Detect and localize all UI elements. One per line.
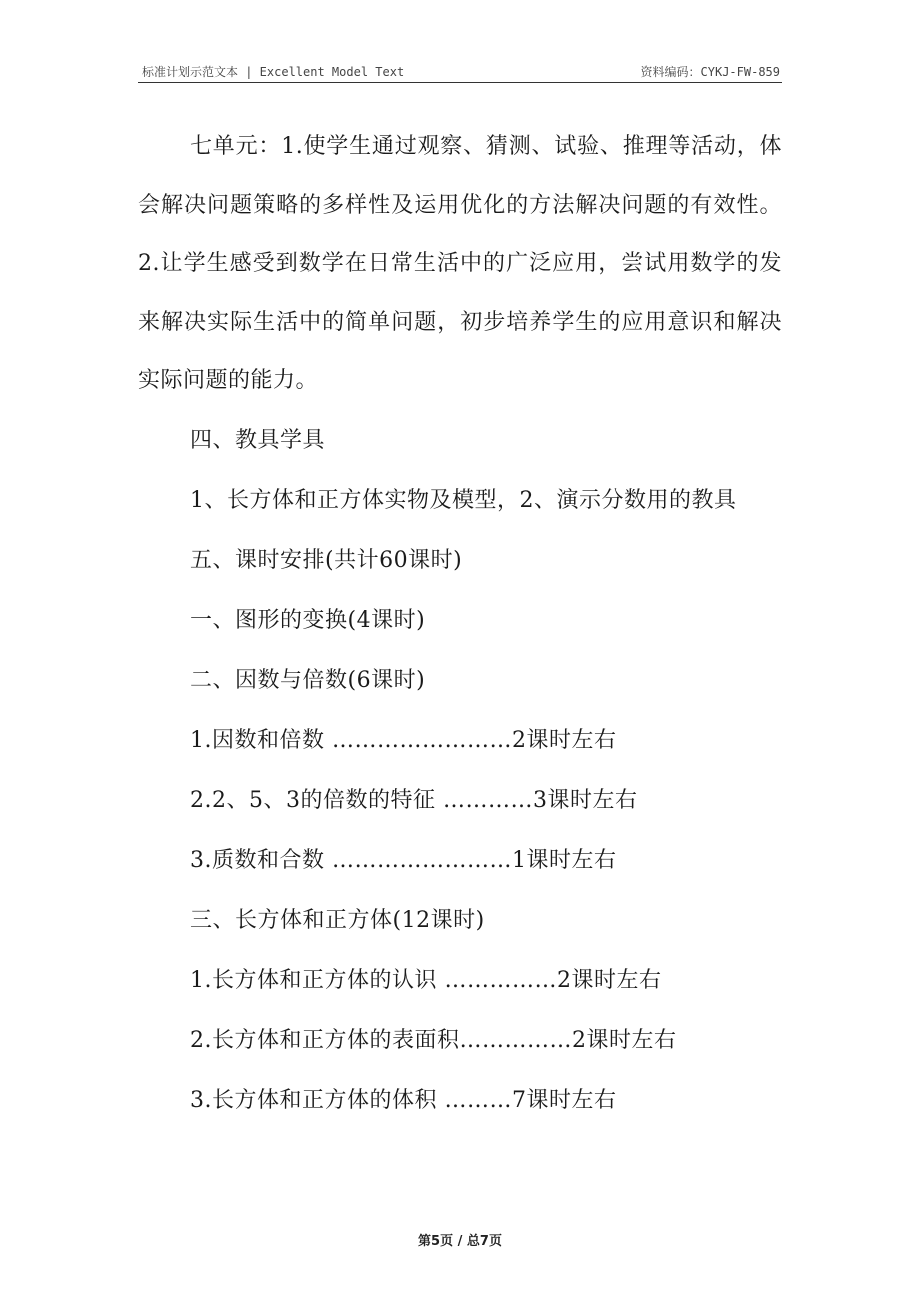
unit3-item: 3.长方体和正方体的体积 ………7课时左右 [190,1087,617,1113]
section5-heading: 五、课时安排(共计60课时) [190,547,463,573]
unit2-item: 3.质数和合数 ……………………1课时左右 [190,847,617,873]
unit3-item: 1.长方体和正方体的认识 ……………2课时左右 [190,967,662,993]
unit2-item: 1.因数和倍数 ……………………2课时左右 [190,727,617,753]
tools-paragraph: 1、长方体和正方体实物及模型，2、演示分数用的教具 [190,487,737,513]
unit2-item: 2.2、5、3的倍数的特征 …………3课时左右 [190,787,638,813]
unit7-paragraph: 七单元：1.使学生通过观察、猜测、试验、推理等活动，体会解决问题策略的多样性及运用优化的方法解决问题的有效性。2.让学生感受到数学在日常生活中的广泛应用，尝试用数学的发来解决实际生活中的简单问题，初步培养学生的应用意识和解决实际问题的能力。 [138,134,782,393]
unit3-heading: 三、长方体和正方体(12课时) [190,907,485,933]
unit2-heading: 二、因数与倍数(6课时) [190,667,426,693]
document-body [138,118,782,1131]
unit3-item: 2.长方体和正方体的表面积……………2课时左右 [190,1027,677,1053]
page-number: 第5页 / 总7页 [418,1234,502,1249]
header-title: 标准计划示范文本 | Excellent Model Text [142,65,405,79]
section4-heading: 四、教具学具 [190,427,326,453]
document-code: 资料编码：CYKJ-FW-859 [640,65,780,79]
page-header [138,60,782,83]
unit1-heading: 一、图形的变换(4课时) [190,607,426,633]
